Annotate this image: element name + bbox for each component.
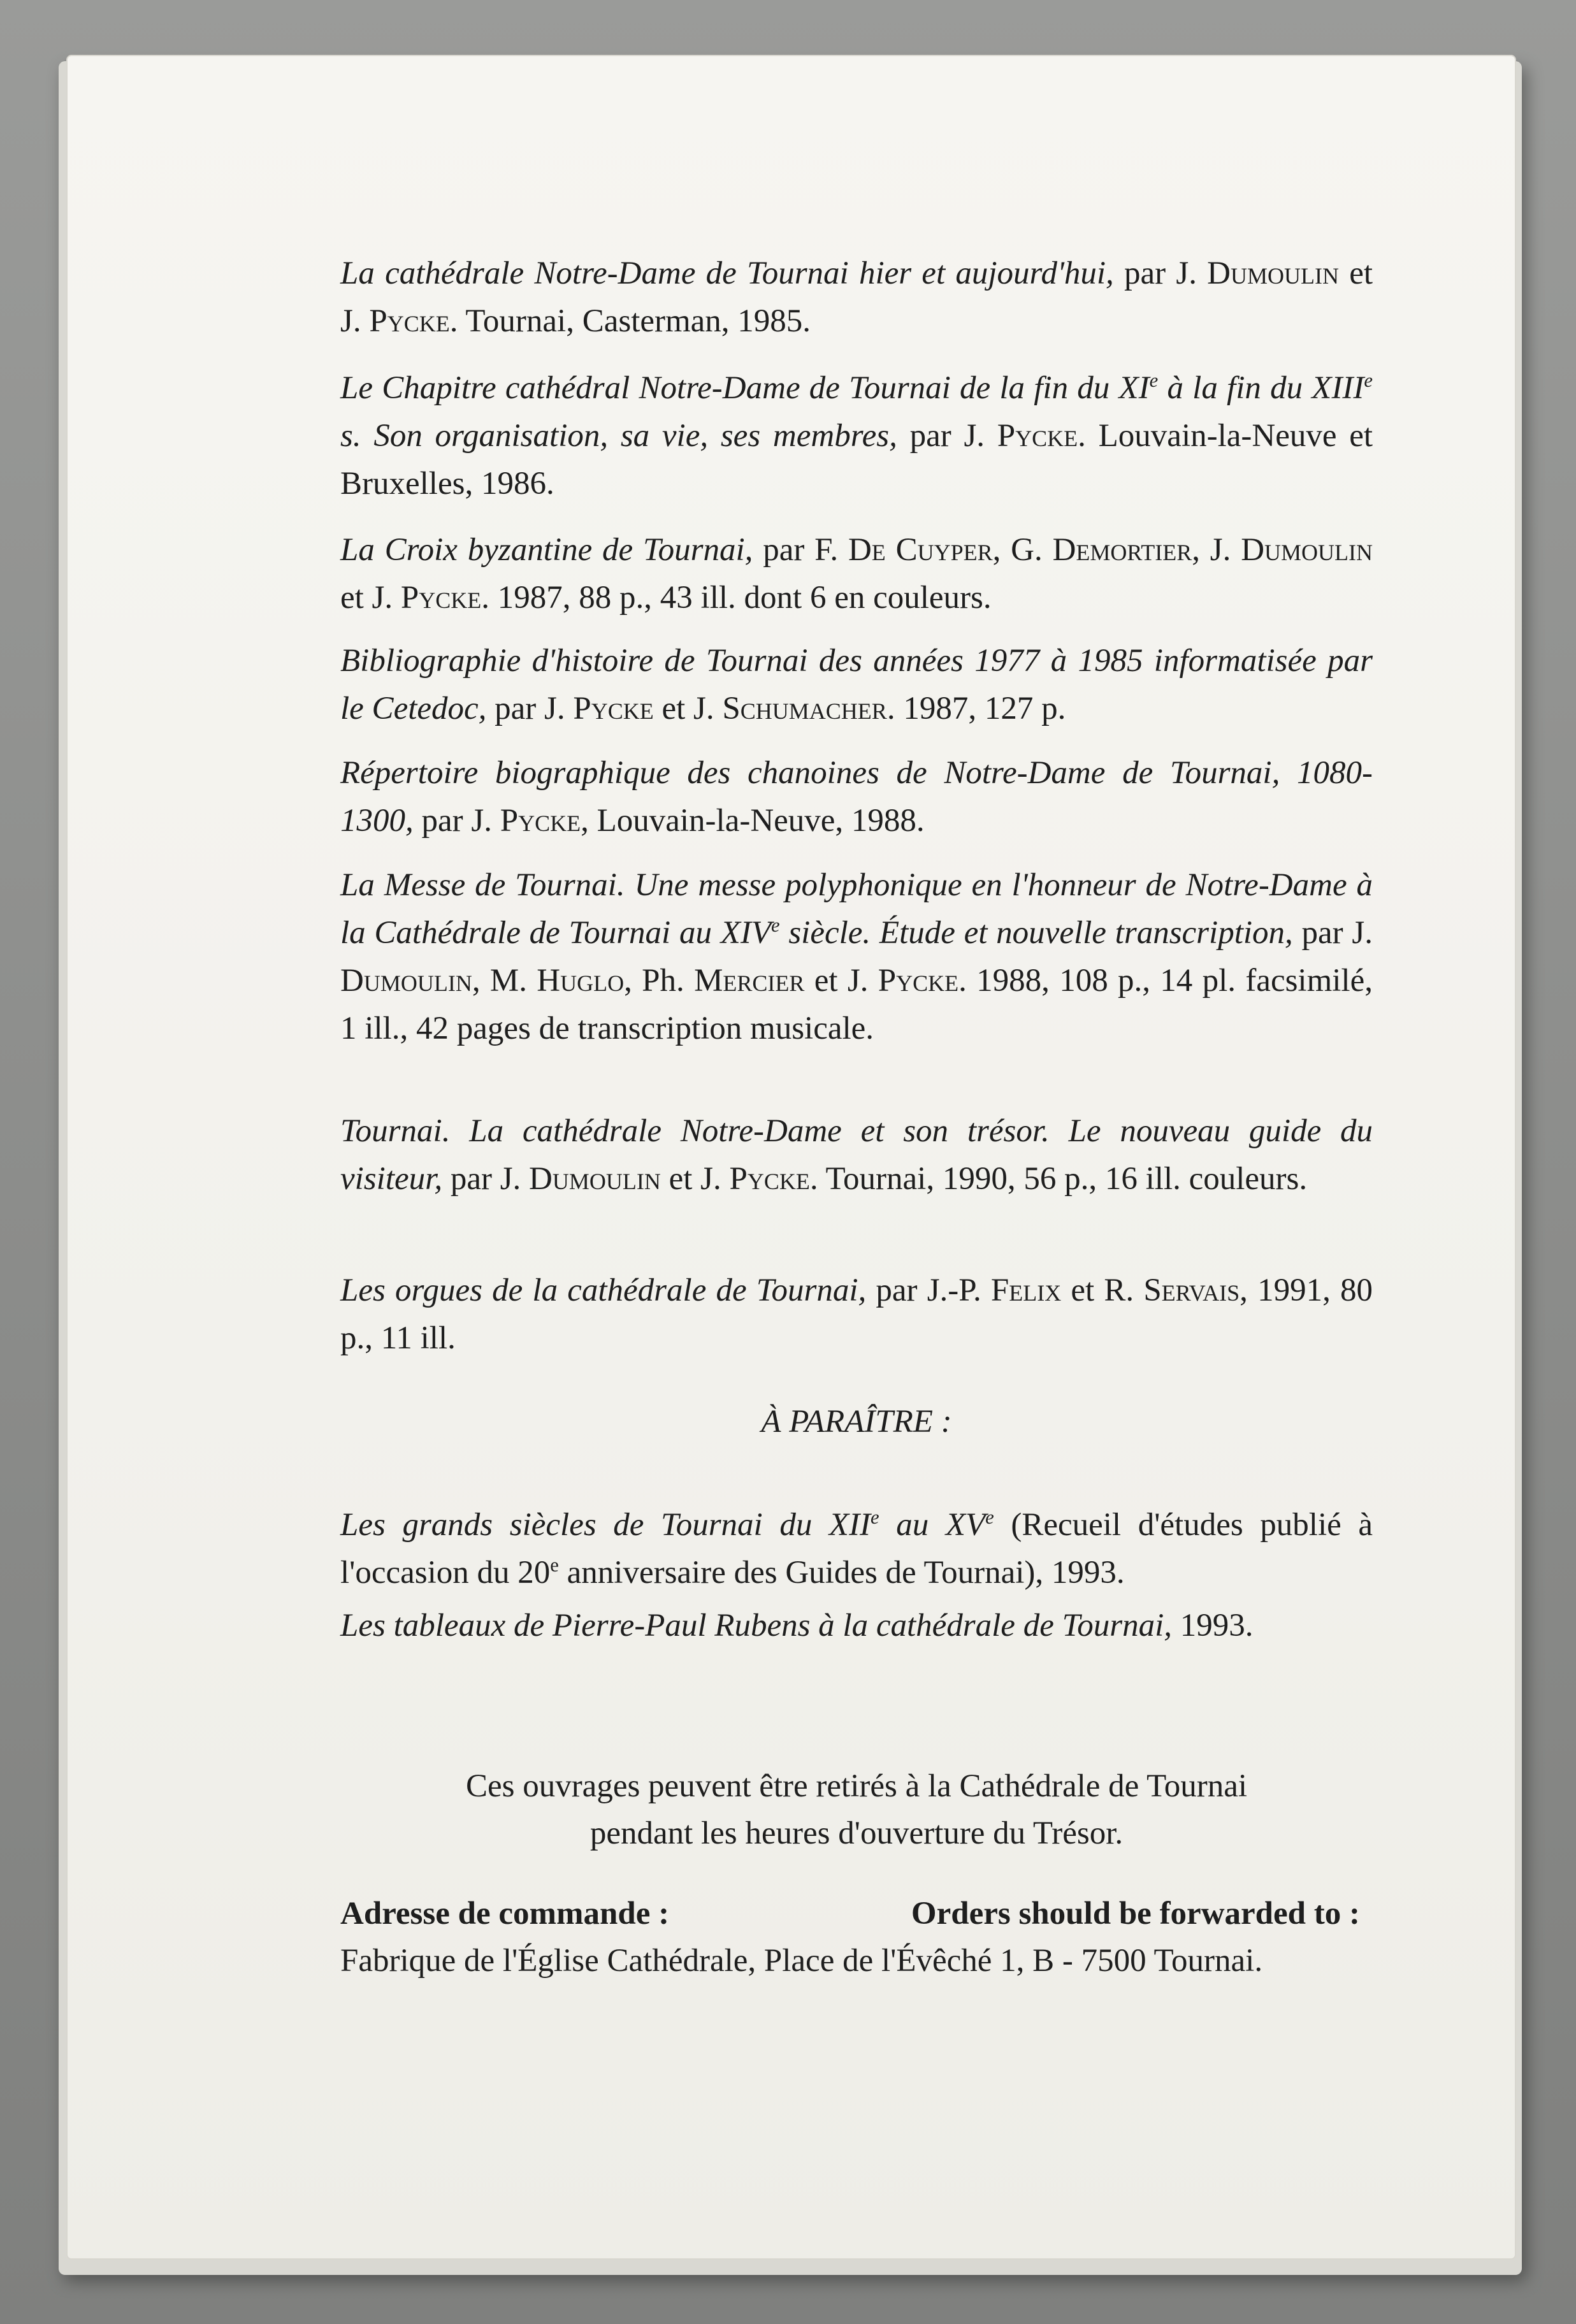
author-name: Dumoulin (1241, 532, 1373, 568)
entry-title: Les orgues de la cathédrale de Tournai, (340, 1273, 867, 1308)
author-name: De Cuyper (848, 532, 993, 568)
detail-text: par J. (1113, 256, 1208, 291)
author-name: Dumoulin (340, 963, 472, 999)
detail-text: , Louvain-la-Neuve, 1988. (581, 803, 925, 839)
detail-text: et J. (660, 1161, 730, 1197)
superscript: e (771, 914, 780, 936)
detail-text: anniversaire des Guides de Tournai), 1993. (558, 1555, 1125, 1591)
title-text: Les grands siècles de Tournai du XII (340, 1507, 871, 1543)
entry-title (340, 867, 1373, 951)
entry-title: Répertoire biographique des chanoines de Notre-Dame de Tournai, 1080-1300, (340, 755, 1373, 839)
detail-text: . 1987, 127 p. (886, 691, 1066, 726)
author-name: Dumoulin (529, 1161, 661, 1197)
detail-text: . 1988, 108 p., 14 pl. facsimilé, 1 ill., 42 pages de transcription musicale. (340, 963, 1373, 1046)
bibliography-entry (340, 637, 1373, 733)
forthcoming-entry (340, 1501, 1373, 1597)
title-text: au XV (879, 1507, 986, 1543)
detail-text: , J. (1192, 532, 1241, 568)
bibliography-entry (340, 862, 1373, 1053)
author-name: Pycke (997, 418, 1078, 454)
bibliography-entry (340, 749, 1373, 845)
detail-text: , M. (472, 963, 537, 999)
detail-text: par J. (442, 1161, 530, 1197)
author-name: Schumacher (722, 691, 887, 726)
bibliography-entry (340, 250, 1373, 345)
entry-title (340, 1507, 994, 1543)
author-name: Pycke (369, 303, 450, 339)
detail-text: par J. (486, 691, 574, 726)
bibliography-entry (340, 1108, 1373, 1203)
bibliography-entry (340, 364, 1373, 508)
title-text: à la fin du XIII (1158, 370, 1364, 406)
author-name: Mercier (694, 963, 805, 999)
bibliography-entry (340, 1267, 1373, 1362)
superscript: e (871, 1506, 879, 1528)
detail-text: et J. (653, 691, 723, 726)
superscript: e (985, 1506, 994, 1528)
entry-title: La cathédrale Notre-Dame de Tournai hier et aujourd'hui, (340, 256, 1114, 291)
author-name: Pycke (573, 691, 654, 726)
title-text: s. Son organisation, sa vie, ses membres, (340, 418, 897, 454)
detail-text: par J. (897, 418, 997, 454)
order-label-fr: Adresse de commande : (340, 1896, 670, 1931)
detail-text: et R. (1061, 1273, 1144, 1308)
detail-text: et J. (340, 256, 1373, 339)
detail-text: par F. (753, 532, 848, 568)
detail-text: par J.-P. (866, 1273, 991, 1308)
author-name: Felix (990, 1273, 1062, 1308)
superscript: e (550, 1554, 559, 1576)
detail-text: par J. (1292, 915, 1373, 951)
detail-text: et J. (340, 580, 401, 616)
detail-text: , G. (992, 532, 1053, 568)
detail-text: . Louvain-la-Neuve et Bruxelles, 1986. (340, 418, 1373, 502)
book-back-cover (66, 55, 1516, 2260)
detail-text: et J. (804, 963, 878, 999)
author-name: Pycke (400, 580, 482, 616)
title-text: La Messe de Tournai. Une messe polyphonique en l'honneur de Notre-Dame à la Cathédrale de Tournai au XIV (340, 867, 1373, 951)
entry-title: Bibliographie d'histoire de Tournai des années 1977 à 1985 informatisée par le Cetedoc, (340, 643, 1373, 726)
author-name: Pycke (729, 1161, 810, 1197)
author-name: Dumoulin (1207, 256, 1339, 291)
availability-note-line: Ces ouvrages peuvent être retirés à la Cathédrale de Tournai (465, 1768, 1248, 1804)
order-label-en: Orders should be forwarded to : (911, 1896, 1360, 1931)
forthcoming-heading: À PARAÎTRE : (761, 1404, 952, 1440)
detail-text: par J. (413, 803, 500, 839)
author-name: Pycke (500, 803, 581, 839)
detail-text: , Ph. (624, 963, 695, 999)
entry-title: Les tableaux de Pierre-Paul Rubens à la cathédrale de Tournai, (340, 1608, 1173, 1643)
bibliography-entry (340, 526, 1373, 622)
forthcoming-entry (340, 1602, 1373, 1650)
author-name: Huglo (537, 963, 625, 999)
detail-text: 1993. (1172, 1608, 1254, 1643)
order-address: Fabrique de l'Église Cathédrale, Place de l'Évêché 1, B - 7500 Tournai. (340, 1943, 1263, 1979)
detail-text: . Tournai, 1990, 56 p., 16 ill. couleurs. (809, 1161, 1308, 1197)
entry-title: Tournai. La cathédrale Notre-Dame et son trésor. Le nouveau guide du visiteur, (340, 1113, 1373, 1197)
entry-title: La Croix byzantine de Tournai, (340, 532, 753, 568)
detail-text: (Recueil d'études publié à l'occasion du 20 (340, 1507, 1373, 1591)
author-name: Demortier (1052, 532, 1192, 568)
superscript: e (1149, 370, 1159, 391)
detail-text: , 1991, 80 p., 11 ill. (340, 1273, 1373, 1356)
availability-note-line: pendant les heures d'ouverture du Trésor. (589, 1815, 1124, 1851)
author-name: Pycke (878, 963, 959, 999)
detail-text: . 1987, 88 p., 43 ill. dont 6 en couleurs. (481, 580, 992, 616)
title-text: siècle. Étude et nouvelle transcription, (779, 915, 1293, 951)
superscript: e (1364, 370, 1373, 391)
order-heading (340, 1890, 1360, 1938)
detail-text: . Tournai, Casterman, 1985. (449, 303, 811, 339)
author-name: Servais (1143, 1273, 1240, 1308)
title-text: Le Chapitre cathédral Notre-Dame de Tournai de la fin du XI (340, 370, 1150, 406)
